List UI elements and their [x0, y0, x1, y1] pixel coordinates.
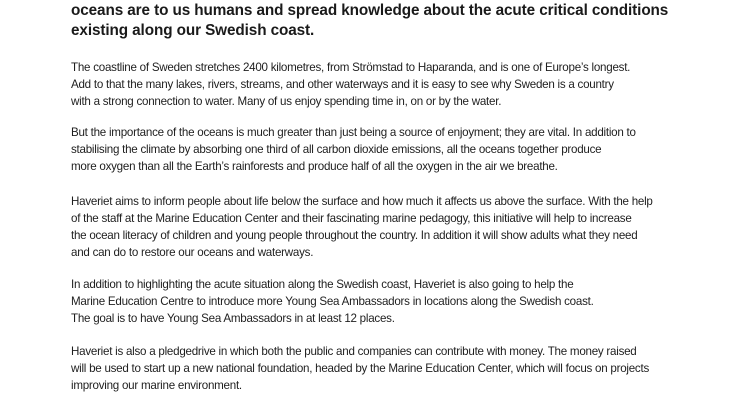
- paragraph-importance: [71, 124, 636, 175]
- intro-heading: [71, 1, 668, 41]
- intro-line: oceans are to us humans and spread knowledge about the acute critical conditions: [71, 2, 669, 19]
- paragraph-line: improving our marine environment.: [71, 379, 242, 392]
- paragraph-line: Haveriet is also a pledgedrive in which both the public and companies can contribute with money. The money raised: [71, 345, 637, 358]
- paragraph-line: the ocean literacy of children and young people throughout the country. In addition it will show adults what they need: [71, 229, 638, 242]
- paragraph-pledgedrive: [71, 343, 649, 394]
- paragraph-ambassadors: [71, 276, 594, 327]
- paragraph-line: with a strong connection to water. Many of us enjoy spending time in, on or by the water.: [71, 95, 502, 108]
- paragraph-line: will be used to start up a new national foundation, headed by the Marine Education Center, which will focus on projects: [71, 362, 649, 375]
- paragraph-line: stabilising the climate by absorbing one third of all carbon dioxide emissions, all the oceans together produce: [71, 143, 602, 156]
- paragraph-line: Add to that the many lakes, rivers, streams, and other waterways and it is easy to see why Sweden is a country: [71, 78, 614, 91]
- paragraph-aims: [71, 193, 653, 261]
- paragraph-line: of the staff at the Marine Education Center and their fascinating marine pedagogy, this initiative will help to increase: [71, 212, 632, 225]
- paragraph-line: In addition to highlighting the acute situation along the Swedish coast, Haveriet is also going to help the: [71, 278, 574, 291]
- paragraph-line: Haveriet aims to inform people about life below the surface and how much it affects us above the surface. With the help: [71, 195, 653, 208]
- intro-line: existing along our Swedish coast.: [71, 22, 315, 39]
- paragraph-line: more oxygen than all the Earth’s rainforests and produce half of all the oxygen in the air we breathe.: [71, 160, 558, 173]
- paragraph-line: But the importance of the oceans is much greater than just being a source of enjoyment; they are vital. In addition to: [71, 126, 636, 139]
- paragraph-coastline: [71, 59, 630, 110]
- paragraph-line: The coastline of Sweden stretches 2400 kilometres, from Strömstad to Haparanda, and is one of Europe’s longest.: [71, 61, 631, 74]
- paragraph-line: Marine Education Centre to introduce more Young Sea Ambassadors in locations along the Swedish coast.: [71, 295, 594, 308]
- paragraph-line: The goal is to have Young Sea Ambassadors in at least 12 places.: [71, 312, 395, 325]
- paragraph-line: and can do to restore our oceans and waterways.: [71, 246, 314, 259]
